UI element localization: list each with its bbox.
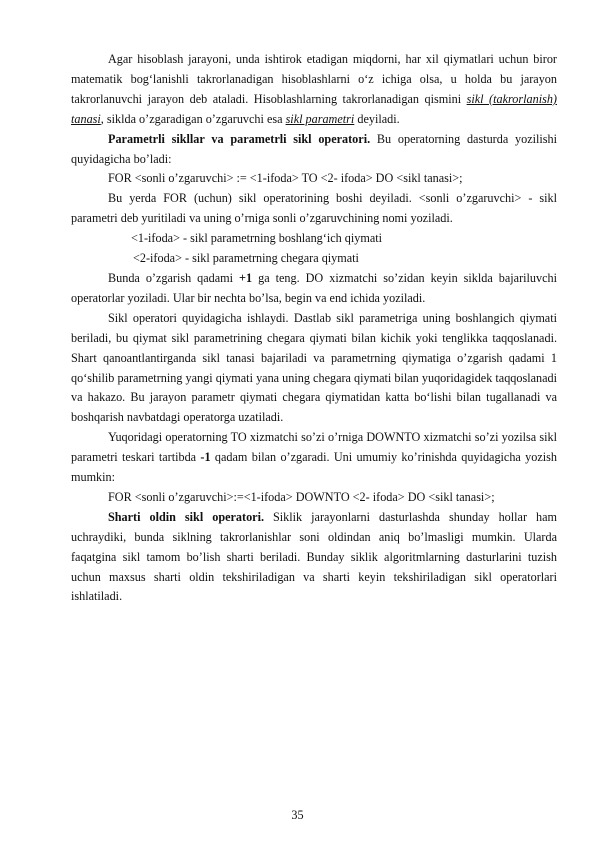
text-run: Agar hisoblash jarayoni, unda ishtirok etadigan miqdorni, har xil qiymatlari uchun biror matematik bog‘lanishli takrorlanadigan hisoblashlarni o‘z ichiga olsa, u holda bu jarayon takrorlanuvchi jarayon deb ataladi. Hisoblashlarning takrorlanadigan qismini — [71, 52, 557, 106]
body-text — [71, 50, 557, 607]
code-line-for-to: FOR <sonli o’zgaruvchi> := <1-ifoda> TO <2- ifoda> DO <sikl tanasi>; — [108, 171, 463, 186]
paragraph-parametrli-sikllar — [71, 130, 557, 170]
definition-ifoda-2: <2-ifoda> - sikl parametrning chegara qiymati — [133, 251, 359, 266]
section-heading: Sharti oldin sikl operatori. — [108, 509, 265, 524]
text-run: ga teng. DO xizmatchi so’zidan keyin siklda bajariluvchi operatorlar yoziladi. Ular bir nechta bo’lsa, begin va end ichida yoziladi. — [71, 270, 557, 305]
text-run: qadam bilan o’zgaradi. Uni umumiy ko’rinishda quyidagicha yozish mumkin: — [71, 450, 557, 485]
paragraph-how-it-works: Sikl operatori quyidagicha ishlaydi. Dastlab sikl parametriga uning boshlangich qiymati beriladi, bu qiymat sikl parametrining chegara qiymati bilan kichik yoki tenglikka taqqoslanadi. Shart qanoantlantirganda sikl tanasi bajariladi va parametrning qiymatiga o’zgarish qadami 1 qo‘shilib parametrning yangi qiymati yana uning chegara qiymati bilan yuqoridagidek taqqoslanadi va hakazo. Bu jarayon parametr qiymati chegara qiymatidan katta bo‘lishi bilan tugallanadi va boshqarish navbatdagi operatorga uzatiladi. — [71, 310, 557, 425]
text-run: Bunda o’zgarish qadami — [108, 270, 240, 285]
paragraph-sharti-oldin — [71, 508, 557, 608]
paragraph-intro — [71, 50, 557, 130]
section-heading: Parametrli sikllar va parametrli sikl operatori. — [108, 131, 371, 146]
term-sikl-parametri: sikl parametri — [285, 111, 355, 126]
code-line-for-downto: FOR <sonli o’zgaruvchi>:=<1-ifoda> DOWNTO <2- ifoda> DO <sikl tanasi>; — [108, 489, 495, 504]
page-number: 35 — [291, 808, 304, 822]
term-sikl-tanasi: sikl (takrorlanish) tanasi — [71, 91, 557, 126]
step-value-negative: -1 — [200, 450, 211, 465]
text-run: Yuqoridagi operatorning TO xizmatchi so’zi o’rniga DOWNTO xizmatchi so’zi yozilsa sikl parametri teskari tartibda — [71, 430, 557, 465]
paragraph-step — [71, 269, 557, 309]
step-value: +1 — [239, 270, 253, 285]
definition-ifoda-1: <1-ifoda> - sikl parametrning boshlang‘ich qiymati — [131, 231, 383, 246]
paragraph-explanation: Bu yerda FOR (uchun) sikl operatorining boshi deyiladi. <sonli o’zgaruvchi> - sikl parametri deb yuritiladi va uning o’rniga sonli o’zgaruvchining nomi yoziladi. — [71, 191, 557, 226]
text-run: Bu operatorning dasturda yozilishi quyidagicha bo’ladi: — [71, 131, 557, 166]
text-run: Siklik jarayonlarni dasturlashda shunday hollar ham uchraydiki, bunda siklning takrorlanishlar soni oldindan aniq bo’lmasligi mumkin. Ularda faqatgina sikl tamom bo’lish sharti beriladi. Bunday siklik algoritmlarning dasturlarini tuzish uchun maxsus sharti oldin tekshiriladigan va sharti keyin tekshiriladigan sikl operatorlari ishlatiladi. — [71, 509, 557, 604]
paragraph-downto — [71, 428, 557, 488]
text-run: , siklda o’zgaradigan o’zgaruvchi esa — [100, 111, 286, 126]
text-run: deyiladi. — [354, 111, 400, 126]
